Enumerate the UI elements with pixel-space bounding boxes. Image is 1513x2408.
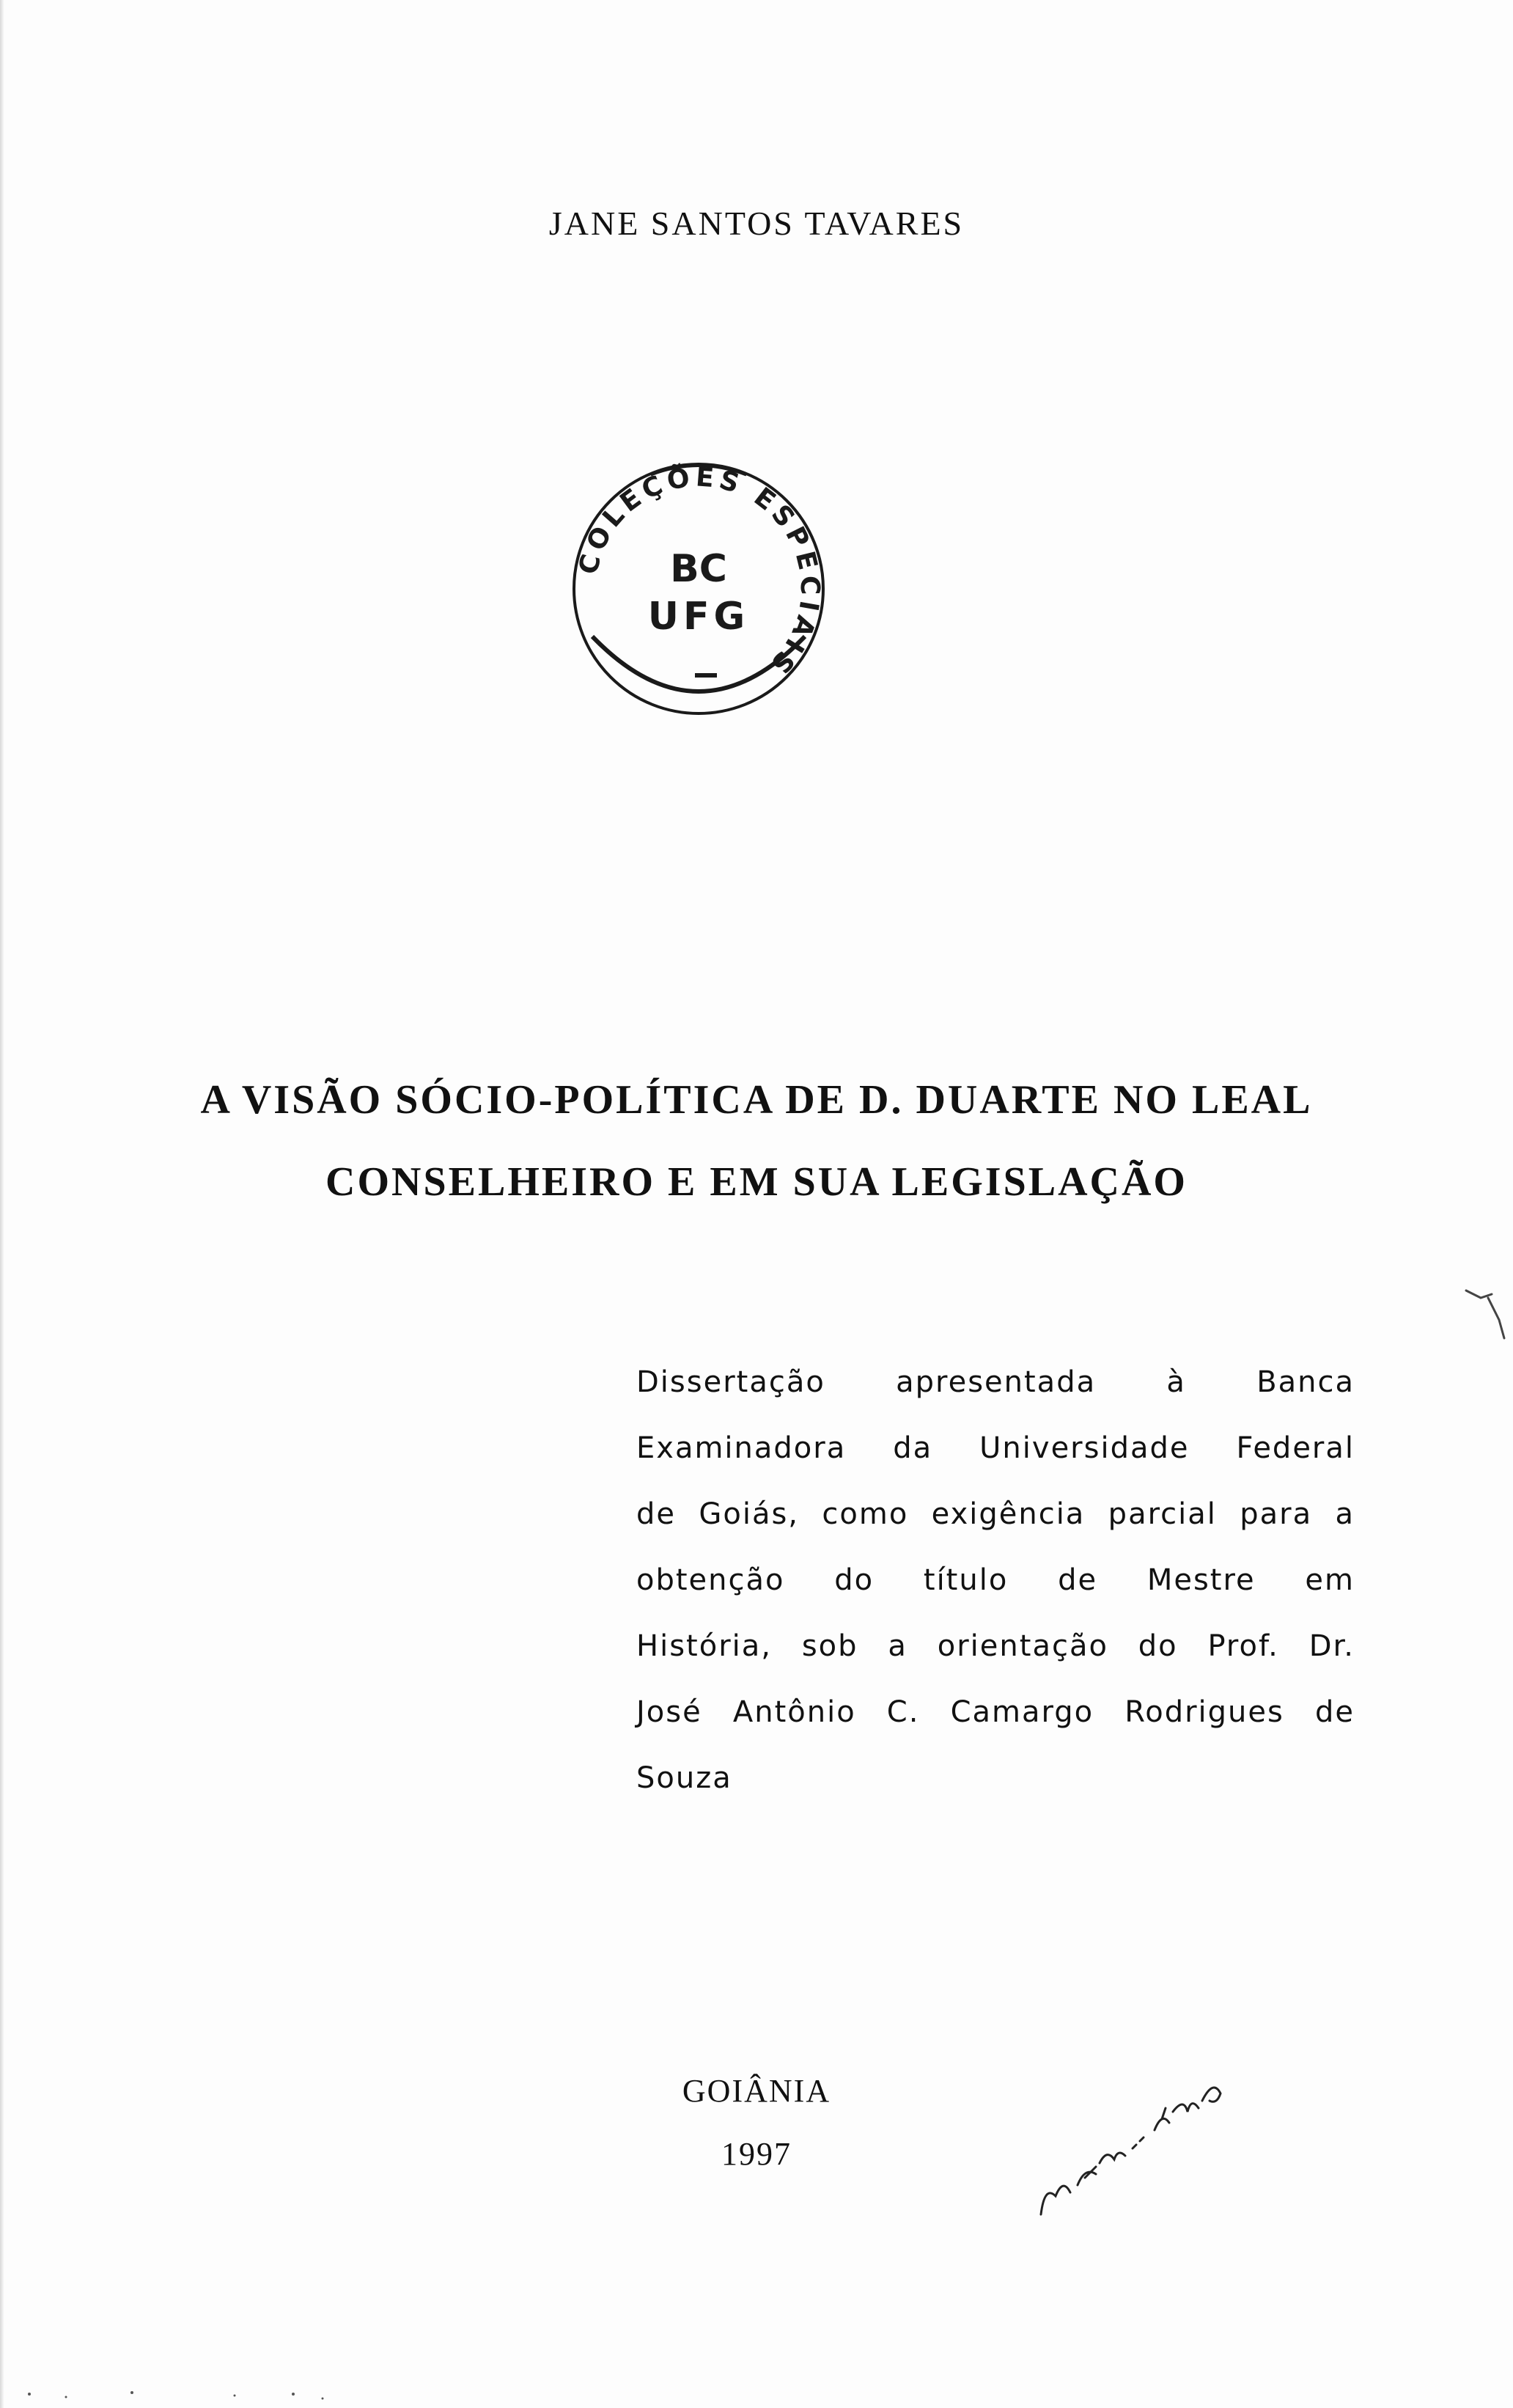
stamp-ring-text: COLEÇÕES ESPECIAIS <box>573 462 825 683</box>
library-stamp <box>563 453 834 724</box>
handwritten-annotation <box>1026 2038 1246 2229</box>
dissertation-line: Examinadora da Universidade Federal <box>636 1431 1355 1465</box>
scan-specks <box>0 2387 367 2404</box>
title-line-2: CONSELHEIRO E EM SUA LEGISLAÇÃO <box>325 1159 1188 1205</box>
dissertation-line: José Antônio C. Camargo Rodrigues de <box>636 1695 1355 1729</box>
dissertation-line: obtenção do título de Mestre em <box>636 1563 1355 1597</box>
stamp-center-line-1: BC <box>670 547 727 591</box>
dissertation-statement <box>636 1349 1355 1811</box>
handwritten-scribble-graphic <box>1026 2038 1246 2229</box>
stamp-seal-graphic <box>563 453 834 724</box>
dissertation-line: Souza <box>636 1761 732 1795</box>
city: GOIÂNIA <box>682 2073 831 2109</box>
author-name: JANE SANTOS TAVARES <box>548 205 965 242</box>
scan-corner-mark <box>1459 1269 1510 1342</box>
year: 1997 <box>721 2136 792 2172</box>
dissertation-line: Dissertação apresentada à Banca <box>636 1365 1355 1399</box>
dissertation-line: História, sob a orientação do Prof. Dr. <box>636 1629 1355 1663</box>
dissertation-line: de Goiás, como exigência parcial para a <box>636 1497 1355 1531</box>
stamp-center-line-2: UFG <box>647 595 750 639</box>
title-line-1: A VISÃO SÓCIO-POLÍTICA DE D. DUARTE NO LEAL <box>200 1077 1313 1123</box>
